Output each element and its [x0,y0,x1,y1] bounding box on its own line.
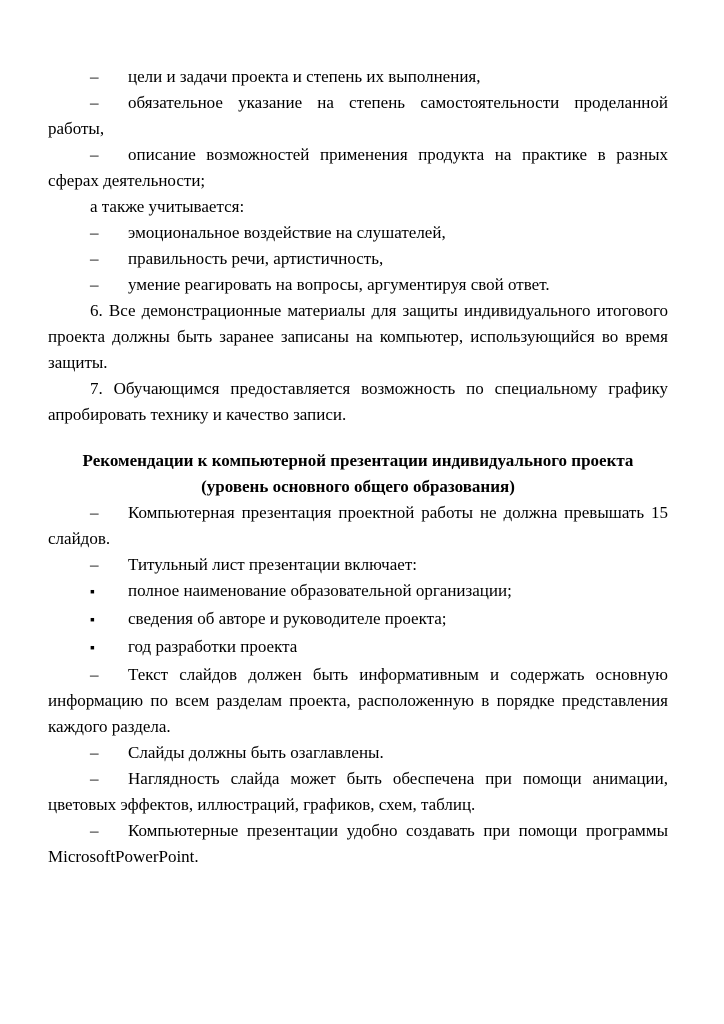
square-bullet-item-text: сведения об авторе и руководителе проекта; [128,609,447,628]
dash-marker: – [90,665,99,684]
numbered-paragraph-6 [48,298,668,376]
dash-marker: – [90,223,99,242]
section-heading-line-1: Рекомендации к компьютерной презентации индивидуального проекта [82,451,634,470]
dash-item [48,90,668,142]
dash-item-text: описание возможностей применения продукта на практике в разных сферах деятельности; [48,145,668,190]
dash-item-text: Текст слайдов должен быть информативным и содержать основную информацию по всем разделам проекта, расположенную в порядке представления каждого раздела. [48,665,668,736]
dash-item [48,246,668,272]
square-bullet-marker: ▪ [90,585,95,600]
dash-marker: – [90,821,99,840]
square-bullet-item-text: год разработки проекта [128,637,298,656]
intro-line-text: а также учитывается: [90,197,245,216]
dash-item [48,64,668,90]
square-bullet-marker: ▪ [90,641,95,656]
dash-item-text: Наглядность слайда может быть обеспечена при помощи анимации, цветовых эффектов, иллюстраций, графиков, схем, таблиц. [48,769,668,814]
dash-item-text: Слайды должны быть озаглавлены. [128,743,384,762]
numbered-paragraph-text: 7. Обучающимся предоставляется возможность по специальному графику апробировать технику и качество записи. [48,379,668,424]
dash-item [48,740,668,766]
dash-item [48,272,668,298]
dash-marker: – [90,93,99,112]
dash-item-text: Компьютерная презентация проектной работы не должна превышать 15 слайдов. [48,503,668,548]
dash-item-text: Титульный лист презентации включает: [128,555,417,574]
dash-item-text: Компьютерные презентации удобно создавать при помощи программы MicrosoftPowerPoint. [48,821,668,866]
dash-item-text: эмоциональное воздействие на слушателей, [128,223,446,242]
dash-item [48,766,668,818]
dash-item-text: цели и задачи проекта и степень их выполнения, [128,67,481,86]
dash-marker: – [90,145,99,164]
dash-item [48,220,668,246]
square-bullet-item-text: полное наименование образовательной организации; [128,581,512,600]
dash-item-text: правильность речи, артистичность, [128,249,384,268]
square-bullet-item [48,578,668,606]
dash-marker: – [90,275,99,294]
dash-marker: – [90,555,99,574]
document-content [48,64,668,870]
section-heading-line-2: (уровень основного общего образования) [201,477,515,496]
numbered-paragraph-7 [48,376,668,428]
square-bullet-item [48,634,668,662]
dash-item-text: обязательное указание на степень самостоятельности проделанной работы, [48,93,668,138]
dash-marker: – [90,249,99,268]
square-bullet-marker: ▪ [90,613,95,628]
dash-marker: – [90,503,99,522]
dash-item-text: умение реагировать на вопросы, аргументируя свой ответ. [128,275,550,294]
dash-item [48,662,668,740]
dash-marker: – [90,743,99,762]
dash-item [48,552,668,578]
numbered-paragraph-text: 6. Все демонстрационные материалы для защиты индивидуального итогового проекта должны быть заранее записаны на компьютер, использующийся во время защиты. [48,301,668,372]
dash-item [48,142,668,194]
dash-marker: – [90,769,99,788]
intro-line [48,194,668,220]
dash-item [48,500,668,552]
dash-marker: – [90,67,99,86]
dash-item [48,818,668,870]
square-bullet-item [48,606,668,634]
